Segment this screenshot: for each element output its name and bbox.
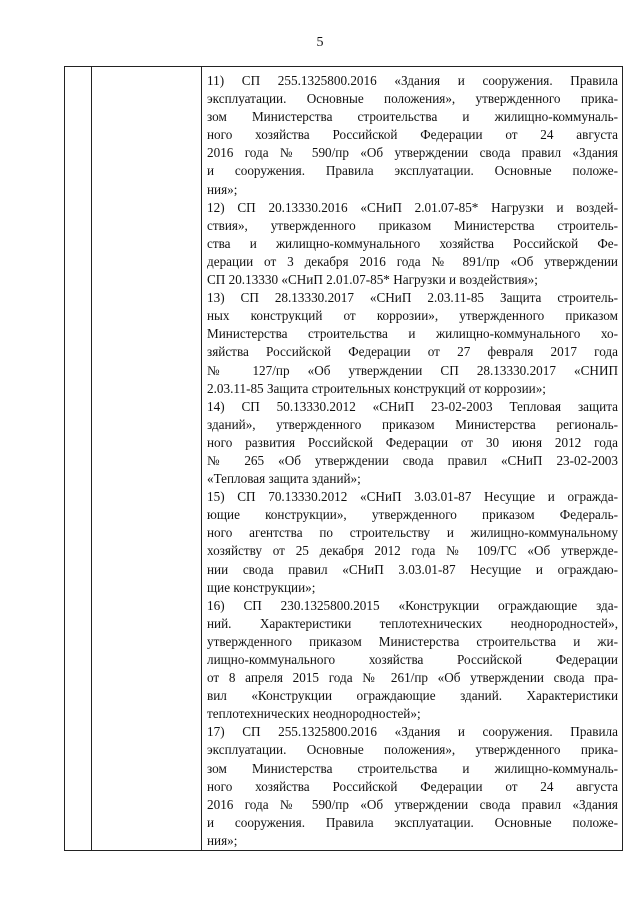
page-number: 5 bbox=[316, 35, 324, 50]
list-item bbox=[207, 398, 618, 488]
text-line: утвержденного приказом Министерства строительства и жи- bbox=[207, 633, 618, 649]
text-line: «Тепловая защита зданий»; bbox=[207, 471, 361, 487]
text-line: ющие конструкции», утвержденного приказом Федераль- bbox=[207, 507, 618, 523]
text-line: и сооружения. Правила эксплуатации. Основные положе- bbox=[207, 163, 618, 179]
table-row bbox=[65, 67, 623, 851]
text-line: ния»; bbox=[207, 832, 238, 848]
name-cell bbox=[92, 67, 202, 851]
text-line: ний. Характеристики теплотехнических неоднородностей», bbox=[207, 615, 618, 631]
text-line: 14) СП 50.13330.2012 «СНиП 23-02-2003 Тепловая защита bbox=[207, 398, 618, 414]
text-line: теплотехнических неоднородностей»; bbox=[207, 706, 421, 722]
text-line: ного хозяйства Российской Федерации от 24 августа bbox=[207, 127, 618, 143]
text-line: Министерства строительства и жилищно-коммунального хо- bbox=[207, 326, 618, 342]
text-line: зяйства Российской Федерации от 27 февраля 2017 года bbox=[207, 344, 618, 360]
text-line: ного хозяйства Российской Федерации от 24 августа bbox=[207, 778, 618, 794]
list-item bbox=[207, 289, 618, 398]
text-line: нии свода правил «СНиП 3.03.01-87 Несущие и ограждаю- bbox=[207, 561, 618, 577]
text-line: СП 20.13330 «СНиП 2.01.07-85* Нагрузки и воздействия»; bbox=[207, 272, 538, 288]
text-line: 2016 года № 590/пр «Об утверждении свода правил «Здания bbox=[207, 796, 618, 812]
number-cell bbox=[65, 67, 92, 851]
text-line: хозяйству от 25 декабря 2012 года № 109/ГС «Об утвержде- bbox=[207, 543, 618, 559]
text-line: 15) СП 70.13330.2012 «СНиП 3.03.01-87 Несущие и огражда- bbox=[207, 489, 618, 505]
text-line: 2016 года № 590/пр «Об утверждении свода правил «Здания bbox=[207, 145, 618, 161]
text-line: ствия», утвержденного приказом Министерства строитель- bbox=[207, 217, 618, 233]
list-item bbox=[207, 723, 618, 850]
text-line: ного развития Российской Федерации от 30 июня 2012 года bbox=[207, 434, 618, 450]
text-line: 11) СП 255.1325800.2016 «Здания и сооружения. Правила bbox=[207, 73, 618, 88]
content-cell bbox=[202, 67, 623, 851]
text-line: зом Министерства строительства и жилищно-коммуналь- bbox=[207, 760, 618, 776]
text-line: 13) СП 28.13330.2017 «СНиП 2.03.11-85 Защита строитель- bbox=[207, 290, 618, 306]
text-line: эксплуатации. Основные положения», утвержденного прика- bbox=[207, 742, 618, 758]
text-line: от 8 апреля 2015 года № 261/пр «Об утверждении свода пра- bbox=[207, 670, 618, 686]
list-item bbox=[207, 72, 618, 199]
text-line: 17) СП 255.1325800.2016 «Здания и сооружения. Правила bbox=[207, 724, 618, 740]
text-line: ния»; bbox=[207, 181, 238, 197]
text-line: ства и жилищно-коммунального хозяйства Российской Фе- bbox=[207, 235, 618, 251]
text-line: № 127/пр «Об утверждении СП 28.13330.2017 «СНИП bbox=[207, 362, 618, 378]
text-line: лищно-коммунального хозяйства Российской Федерации bbox=[207, 652, 618, 667]
text-line: 12) СП 20.13330.2016 «СНиП 2.01.07-85* Нагрузки и воздей- bbox=[207, 199, 618, 215]
document-table bbox=[64, 66, 623, 851]
text-line: дерации от 3 декабря 2016 года № 891/пр «Об утверждении bbox=[207, 253, 618, 269]
list-item bbox=[207, 199, 618, 289]
text-line: эксплуатации. Основные положения», утвержденного прика- bbox=[207, 91, 618, 107]
text-line: 2.03.11-85 Защита строительных конструкций от коррозии»; bbox=[207, 380, 546, 396]
text-line: ных конструкций от коррозии», утвержденного приказом bbox=[207, 308, 618, 324]
text-line: 16) СП 230.1325800.2015 «Конструкции ограждающие зда- bbox=[207, 597, 618, 613]
text-line: щие конструкции»; bbox=[207, 579, 316, 595]
text-line: зданий», утвержденного приказом Министерства региональ- bbox=[207, 416, 618, 432]
list-item bbox=[207, 597, 618, 724]
list-item bbox=[207, 488, 618, 597]
text-line: № 265 «Об утверждении свода правил «СНиП 23-02-2003 bbox=[207, 452, 618, 468]
text-line: и сооружения. Правила эксплуатации. Основные положе- bbox=[207, 814, 618, 830]
text-line: ного агентства по строительству и жилищно-коммунальному bbox=[207, 525, 618, 541]
text-line: вил «Конструкции ограждающие зданий. Характеристики bbox=[207, 688, 618, 704]
text-line: зом Министерства строительства и жилищно-коммуналь- bbox=[207, 109, 618, 125]
